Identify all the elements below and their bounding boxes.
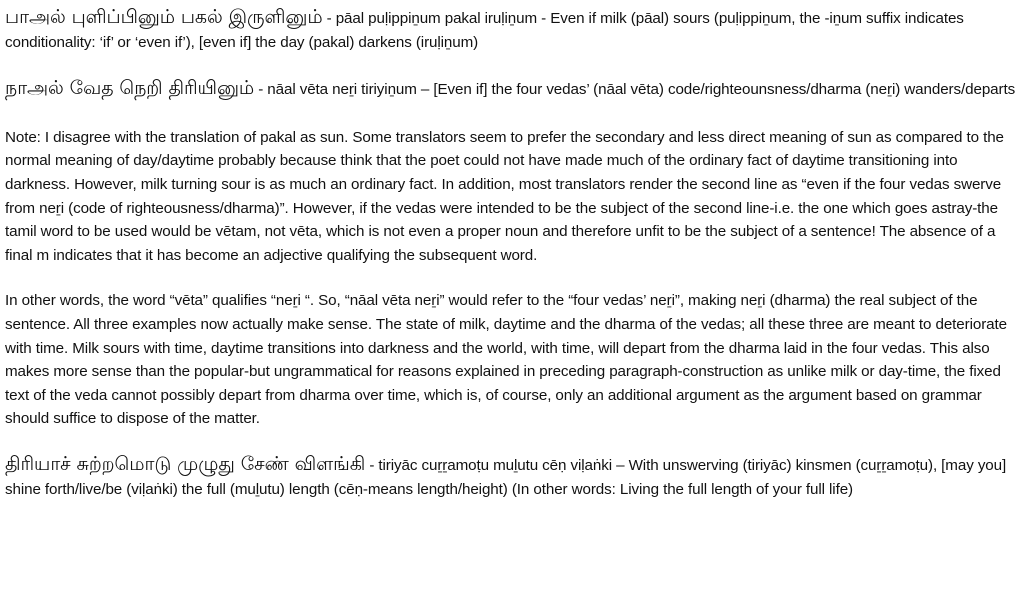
document-body [5, 6, 1017, 501]
spacer [5, 267, 1017, 289]
spacer [5, 54, 1017, 77]
verse-1 [5, 6, 1017, 54]
note-paragraph-1: Note: I disagree with the translation of pakal as sun. Some translators seem to prefer the secondary and less direct meaning of sun as compared to the normal meaning of day/daytime probably because think that the poet could not have made much of the ordinary fact of daytime transitioning into darkness. However, milk turning sour is as much an ordinary fact. In addition, most translators render the second line as “even if the four vedas swerve from neṟi (code of righteousness/dharma)”. However, if the vedas were intended to be the subject of the second line-i.e. the one which goes astray-the tamil word to be used would be vētam, not vēta, which is not even a proper noun and therefore unfit to be the subject of a sentence! The absence of a final m indicates that it has become an adjective qualifying the subsequent word. [5, 128, 1004, 264]
verse-1-tamil: பாஅல் புளிப்பினும் பகல் இருளினும் [5, 6, 323, 28]
verse-3-translation: - tiriyāc cuṟṟamoṭu muḻutu cēṇ viḷaṅki – With unswerving (tiriyāc) kinsmen (cuṟṟamoṭu), [may you] shine forth/live/be (viḷaṅki) the full (muḻutu) length (cēṇ-means length/height) (In other words: Living the full length of your full life) [5, 456, 1007, 498]
verse-3 [5, 453, 1017, 501]
verse-2-translation: - nāal vēta neṟi tiriyiṉum – [Even if] the four vedas’ (nāal vēta) code/righteounsness/dharma (neṟi) wanders/departs [254, 81, 1016, 99]
spacer [5, 431, 1017, 453]
verse-1-translation: - pāal puḷippiṉum pakal iruḷiṉum - Even if milk (pāal) sours (puḷippiṉum, the -iṉum suffix indicates conditionality: ‘if’ or ‘even if’), [even if] the day (pakal) darkens (iruḷiṉum) [5, 10, 964, 51]
note-paragraph-2: In other words, the word “vēta” qualifies “neṟi “. So, “nāal vēta neṟi” would refer to the “four vedas’ neṟi”, making neṟi (dharma) the real subject of the sentence. All three examples now actually make sense. The state of milk, daytime and the dharma of the vedas; all these three are meant to deteriorate with time. Milk sours with time, daytime transitions into darkness and the world, with time, will depart from the dharma laid in the four vedas. This also makes more sense than the popular-but ungrammatical for reasons explained in preceding paragraph-construction as unlike milk or day-time, the fixed text of the veda cannot possibly depart from dharma over time, which is, of course, only an additional argument as the argument based on grammar should suffice to dispose of the matter. [5, 292, 1007, 428]
verse-2 [5, 77, 1017, 102]
verse-2-tamil: நாஅல் வேத நெறி திரியினும் [5, 77, 255, 100]
spacer [5, 102, 1017, 126]
verse-3-tamil: திரியாச் சுற்றமொடு முழுது சேண் விளங்கி [5, 452, 366, 475]
